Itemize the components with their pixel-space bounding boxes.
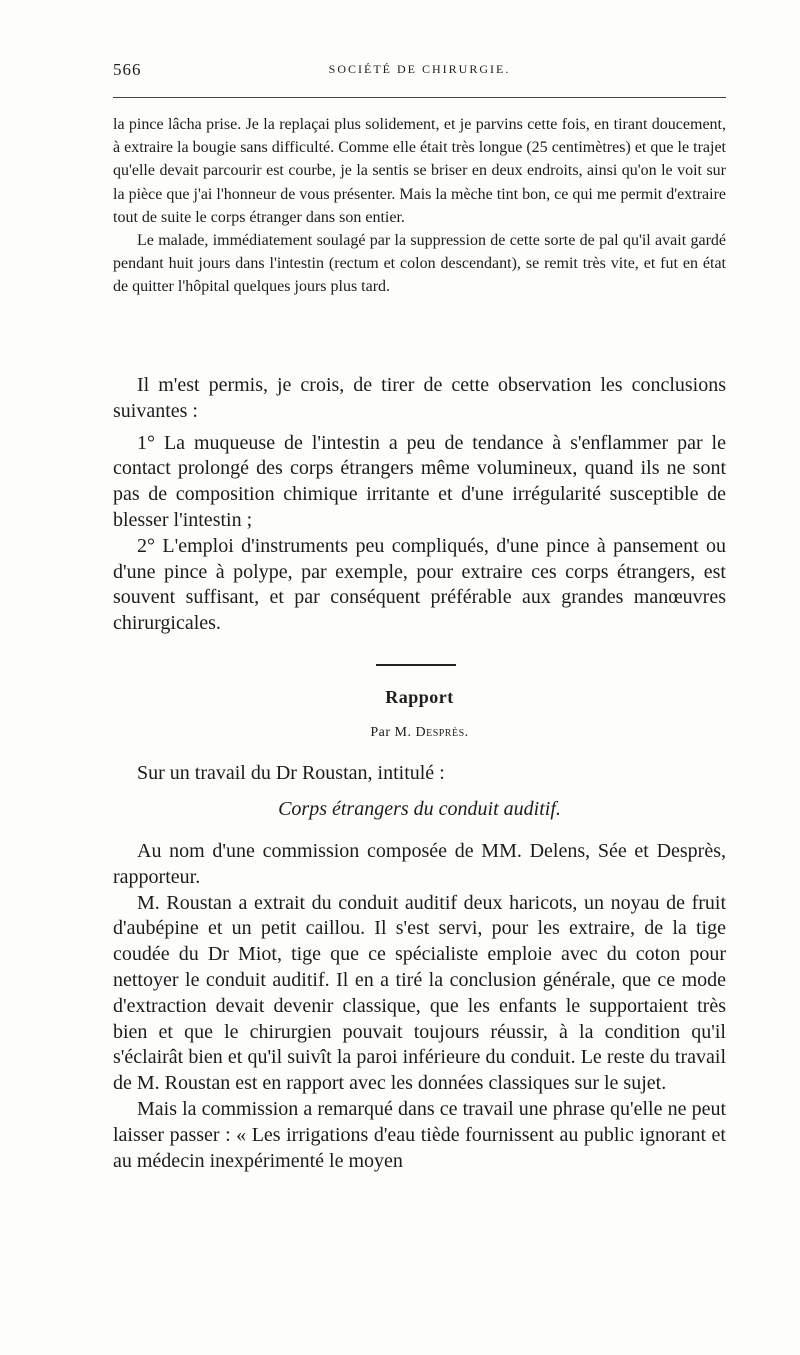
author-prefix: Par M. <box>370 725 412 740</box>
section-title: Rapport <box>385 687 454 707</box>
page-header <box>113 60 726 86</box>
conclusion-1: 1° La muqueuse de l'intestin a peu de tendance à s'enflammer par le contact prolongé des corps étrangers même volumineux, quand ils ne sont pas de composition chimique irritante et d'une irrégularité susceptible de blesser l'intestin ; <box>113 431 726 531</box>
author-name: Desprès. <box>415 725 469 740</box>
conclusions-block <box>113 373 726 637</box>
report-topic-title: Corps étrangers du conduit auditif. <box>278 798 561 820</box>
observation-paragraph-2: Le malade, immédiatement soulagé par la suppression de cette sorte de pal qu'il avait gardé pendant huit jours dans l'intestin (rectum et colon descendant), se remit très vite, et fut en état de quitter l'hôpital quelques jours plus tard. <box>113 232 726 296</box>
report-paragraph-2: M. Roustan a extrait du conduit auditif deux haricots, un noyau de fruit d'aubépine et un petit caillou. Il s'est servi, pour les extraire, de la tige coudée du Dr Miot, tige que ce spécialiste emploie avec du coton pour nettoyer le conduit auditif. Il en a tiré la conclusion générale, que ce mode d'extraction devait devenir classique, que les enfants le supportaient très bien et que le chirurgien pouvait toujours réussir, à la condition qu'il s'éclairât bien et qu'il suivît la paroi inférieure du conduit. Le reste du travail de M. Roustan est en rapport avec les données classiques sur le sujet. <box>113 891 726 1095</box>
header-rule <box>113 97 726 98</box>
page-number: 566 <box>113 60 142 79</box>
report-paragraph-1: Au nom d'une commission composée de MM. Delens, Sée et Desprès, rapporteur. <box>113 840 726 888</box>
observation-end <box>113 113 726 299</box>
section-divider <box>376 664 456 666</box>
report-body <box>113 839 726 1174</box>
report-topic: Sur un travail du Dr Roustan, intitulé : <box>137 762 445 784</box>
section-author <box>113 725 726 741</box>
report-paragraph-3: Mais la commission a remarqué dans ce travail une phrase qu'elle ne peut laisser passer : « Les irrigations d'eau tiède fournissent au public ignorant et au médecin inexpérimenté le moyen <box>113 1097 726 1172</box>
conclusion-2: 2° L'emploi d'instruments peu compliqués, d'une pince à pansement ou d'une pince à polype, par exemple, pour extraire ces corps étrangers, est souvent suffisant, et par conséquent préférable aux grandes manœuvres chirurgicales. <box>113 534 726 635</box>
running-title: SOCIÉTÉ DE CHIRURGIE. <box>328 62 511 76</box>
conclusions-intro: Il m'est permis, je crois, de tirer de cette observation les conclusions suivantes : <box>113 374 726 422</box>
observation-paragraph-1: la pince lâcha prise. Je la replaçai plus solidement, et je parvins cette fois, en tirant doucement, à extraire la bougie sans difficulté. Comme elle était très longue (25 centimètres) et que le trajet qu'elle devait parcourir est courbe, je la sentis se briser en deux endroits, ainsi qu'on le voit sur la pièce que j'ai l'honneur de vous présenter. Mais la mèche tint bon, ce qui me permit d'extraire tout de suite le corps étranger dans son entier. <box>113 116 726 226</box>
